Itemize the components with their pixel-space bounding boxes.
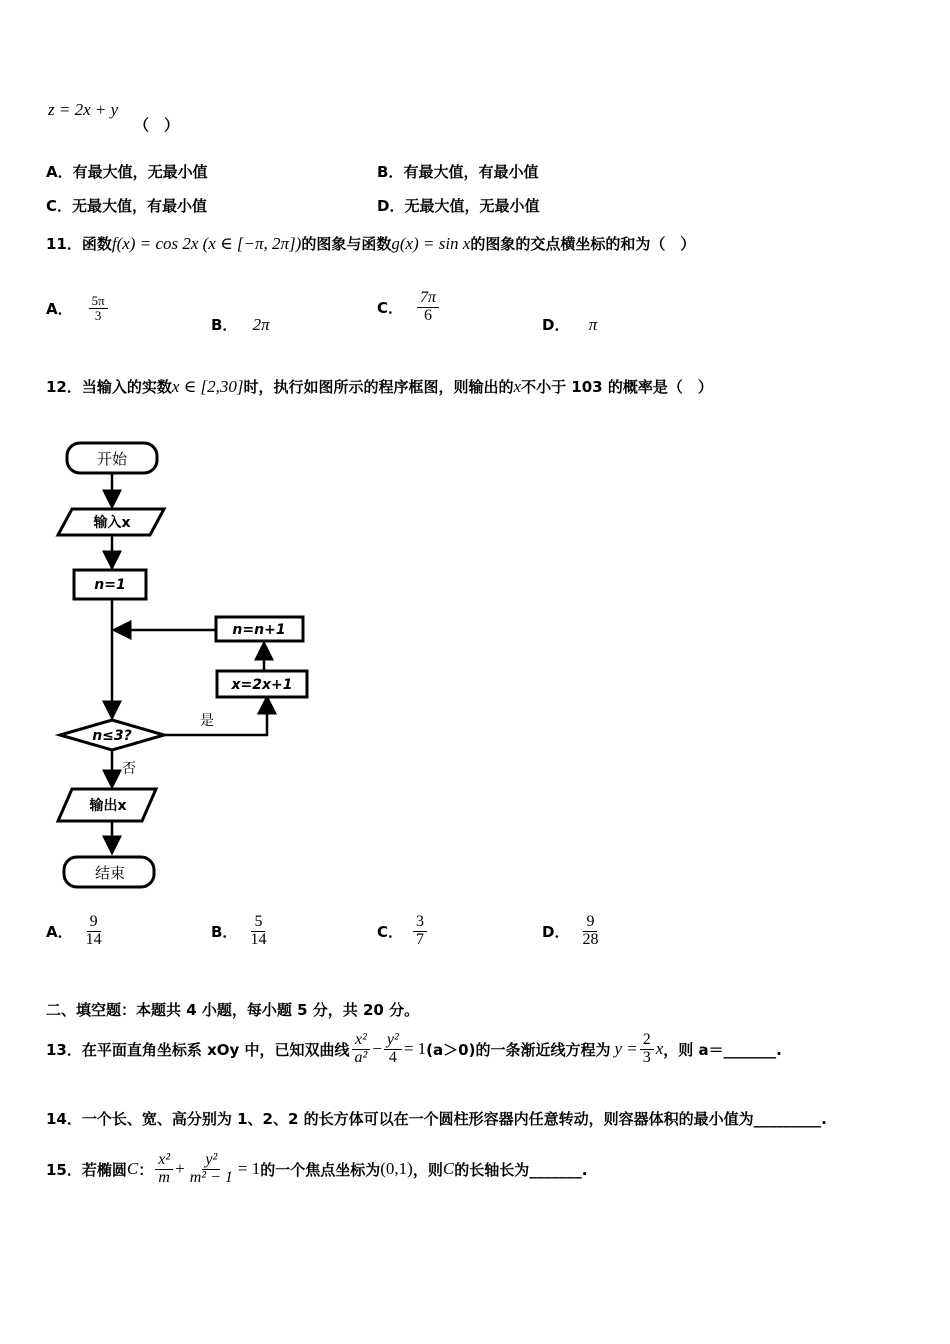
flow-output-label: 输出x bbox=[89, 798, 127, 814]
q15-mid2-text: ，则 bbox=[412, 1160, 443, 1179]
q12-mid-text: 时，执行如图所示的程序框图，则输出的 bbox=[243, 378, 514, 396]
option-letter: D． bbox=[542, 922, 570, 941]
q15-curve-name: C bbox=[126, 1159, 139, 1178]
fraction bbox=[247, 914, 269, 949]
numerator: 5π bbox=[89, 294, 108, 309]
q12-option-c[interactable] bbox=[377, 914, 429, 949]
q11-tail-text: 的图象的交点横坐标的和为（ ） bbox=[470, 235, 696, 253]
denominator: m bbox=[158, 1168, 170, 1186]
q12-prefix: 12．当输入的实数 bbox=[46, 378, 172, 396]
denominator: 4 bbox=[388, 1048, 397, 1066]
q13-tail: ，则 a＝_______. bbox=[663, 1040, 782, 1059]
q12-stem bbox=[46, 376, 713, 397]
option-text: 无最大值，有最小值 bbox=[72, 197, 208, 215]
q11-f-expression: f(x) = cos 2x (x ∈ [−π, 2π]) bbox=[111, 234, 302, 253]
fraction bbox=[413, 914, 427, 949]
q15-colon: ： bbox=[138, 1160, 154, 1179]
numerator: 9 bbox=[87, 914, 101, 932]
denominator: 6 bbox=[424, 306, 433, 324]
flow-update-label: x=2x+1 bbox=[231, 677, 293, 693]
option-text: 有最大值，有最小值 bbox=[403, 163, 539, 181]
flow-start-label: 开始 bbox=[96, 450, 128, 468]
numerator: x² bbox=[155, 1152, 173, 1170]
fraction bbox=[83, 914, 105, 949]
q10-answer-paren: （ ） bbox=[134, 116, 180, 134]
flow-increment-label: n=n+1 bbox=[232, 622, 286, 638]
q11-mid-text: 的图象与函数 bbox=[301, 235, 392, 253]
q11-stem bbox=[46, 233, 695, 254]
q10-option-c[interactable] bbox=[46, 195, 207, 216]
denominator: 3 bbox=[94, 307, 102, 323]
q12-tail-text: 不小于 103 的概率是（ ） bbox=[521, 378, 713, 396]
q10-option-d[interactable] bbox=[377, 195, 539, 216]
q11-option-c[interactable] bbox=[377, 290, 441, 325]
minus-sign: − bbox=[372, 1039, 382, 1058]
q15-mid-text: 的一个焦点坐标为 bbox=[260, 1160, 381, 1179]
q15-fraction-x bbox=[155, 1152, 173, 1187]
flow-yes-label: 是 bbox=[200, 713, 214, 729]
denominator: 3 bbox=[642, 1048, 651, 1066]
numerator: x² bbox=[352, 1032, 370, 1050]
option-value: 2π bbox=[252, 315, 270, 334]
q13-fraction-x bbox=[352, 1032, 371, 1067]
plus-sign: + bbox=[175, 1159, 185, 1178]
numerator: 3 bbox=[413, 914, 427, 932]
fraction bbox=[89, 294, 108, 322]
q12-option-a[interactable] bbox=[46, 914, 107, 949]
numerator: 9 bbox=[583, 914, 597, 932]
denominator: 14 bbox=[250, 930, 267, 948]
q13-stem bbox=[46, 1024, 782, 1074]
numerator: 2 bbox=[640, 1032, 654, 1050]
option-letter: D． bbox=[377, 197, 405, 215]
q11-option-d[interactable] bbox=[542, 314, 597, 335]
q11-g-expression: g(x) = sin x bbox=[391, 234, 471, 253]
option-letter: A． bbox=[46, 163, 73, 181]
flow-end-label: 结束 bbox=[94, 864, 126, 882]
q13-asymptote-lhs: y = bbox=[614, 1039, 638, 1058]
numerator: 7π bbox=[417, 290, 439, 308]
q11-option-a[interactable] bbox=[46, 294, 110, 322]
option-letter: A． bbox=[46, 299, 73, 318]
flowchart bbox=[50, 435, 320, 895]
flow-yes-arrow bbox=[164, 697, 267, 735]
q13-fraction-y bbox=[384, 1032, 402, 1067]
q14-stem: 14．一个长、宽、高分别为 1、2、2 的长方体可以在一个圆柱形容器内任意转动，则容器体积的最小值为_________. bbox=[46, 1110, 827, 1128]
flow-no-label: 否 bbox=[122, 761, 136, 777]
denominator: 14 bbox=[85, 930, 102, 948]
q11-number: 11．函数 bbox=[46, 235, 112, 253]
option-letter: B． bbox=[377, 163, 404, 181]
q10-expression: z = 2x + y bbox=[48, 100, 119, 119]
option-letter: A． bbox=[46, 922, 73, 941]
q13-asymptote-fraction bbox=[640, 1032, 654, 1067]
q15-stem bbox=[46, 1144, 587, 1194]
flow-input-label: 输入x bbox=[93, 515, 131, 531]
q10-option-a[interactable] bbox=[46, 161, 208, 182]
option-letter: D． bbox=[542, 316, 570, 334]
numerator: 5 bbox=[251, 914, 265, 932]
q15-equals: = 1 bbox=[237, 1159, 261, 1178]
q13-asymptote-x: x bbox=[655, 1039, 664, 1058]
numerator: y² bbox=[202, 1152, 220, 1170]
option-value: π bbox=[588, 315, 598, 334]
fraction bbox=[579, 914, 601, 949]
q15-prefix: 15．若椭圆 bbox=[46, 1160, 127, 1179]
option-text: 有最大值，无最小值 bbox=[72, 163, 208, 181]
q12-option-d[interactable] bbox=[542, 914, 603, 949]
q15-tail: 的长轴长为_______. bbox=[454, 1160, 588, 1179]
q10-option-b[interactable] bbox=[377, 161, 538, 182]
denominator: m² − 1 bbox=[189, 1168, 233, 1186]
q11-option-b[interactable] bbox=[211, 314, 270, 335]
q15-fraction-y bbox=[187, 1152, 236, 1187]
option-text: 无最大值，无最小值 bbox=[404, 197, 540, 215]
denominator: 7 bbox=[416, 930, 425, 948]
option-letter: C． bbox=[377, 922, 404, 941]
option-letter: B． bbox=[211, 922, 238, 941]
denominator: a² bbox=[354, 1048, 368, 1066]
q15-focus-point: (0,1) bbox=[380, 1159, 413, 1178]
denominator: 28 bbox=[582, 930, 599, 948]
q12-variable: x bbox=[513, 377, 522, 396]
q12-option-b[interactable] bbox=[211, 914, 271, 949]
flow-decision-label: n≤3? bbox=[92, 728, 132, 744]
q15-curve-name-2: C bbox=[442, 1159, 455, 1178]
fraction bbox=[417, 290, 439, 325]
option-letter: B． bbox=[211, 316, 238, 334]
option-letter: C． bbox=[46, 197, 73, 215]
numerator: y² bbox=[384, 1032, 402, 1050]
q13-prefix: 13．在平面直角坐标系 xOy 中，已知双曲线 bbox=[46, 1040, 350, 1059]
flow-init-label: n=1 bbox=[94, 577, 126, 593]
q13-condition: (a＞0)的一条渐近线方程为 bbox=[426, 1040, 611, 1059]
section-heading: 二、填空题：本题共 4 小题，每小题 5 分，共 20 分。 bbox=[46, 1001, 420, 1019]
option-letter: C． bbox=[377, 298, 404, 317]
q13-equals: = 1 bbox=[403, 1039, 427, 1058]
q12-set-expression: x ∈ [2,30] bbox=[171, 377, 244, 396]
